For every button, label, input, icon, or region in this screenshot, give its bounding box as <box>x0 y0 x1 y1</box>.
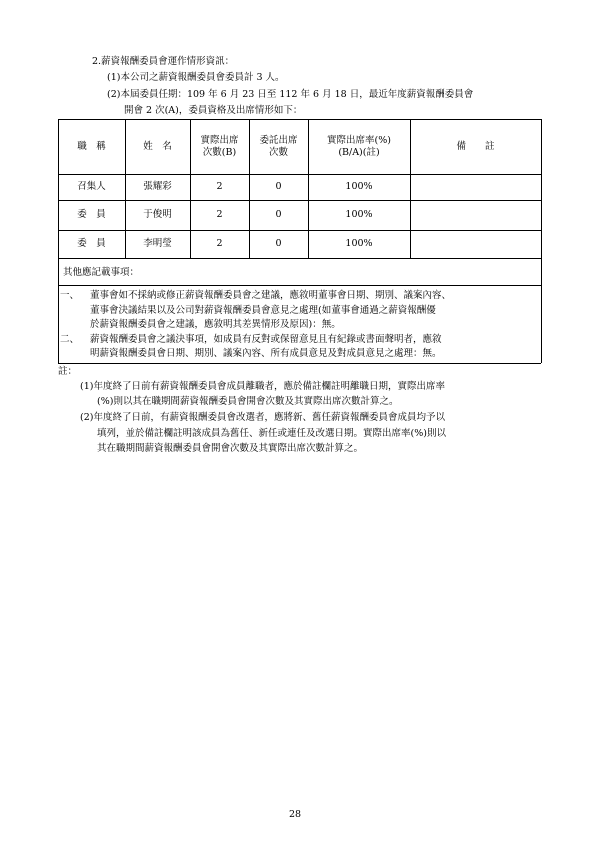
other-matter-2-number: 二、 <box>60 334 80 345</box>
row-remark <box>410 200 541 230</box>
header-name: 姓 名 <box>143 140 172 152</box>
other-matters-title: 其他應記載事項： <box>63 267 140 278</box>
row-rate: 100% <box>345 238 373 249</box>
page-number: 28 <box>289 809 302 820</box>
note-2-line: 其在職期間薪資報酬委員會開會次數及其實際出席次數計算之。 <box>97 443 364 454</box>
header-proxy-attendance: 委託出席 次數 <box>259 134 298 158</box>
term-text-line2: 開會 2 次(A)，委員資格及出席情形如下： <box>124 105 303 116</box>
committee-size-text: (1)本公司之薪資報酬委員會委員計 3 人。 <box>107 72 285 83</box>
notes-label: 註： <box>58 366 78 377</box>
header-remarks: 備 註 <box>456 140 495 152</box>
header-title: 職 稱 <box>77 140 106 152</box>
other-matter-2-line: 明薪資報酬委員會日期、期別、議案內容、所有成員意見及對成員意見之處理：無。 <box>90 348 442 359</box>
other-matters-divider <box>58 285 541 286</box>
table-border-bottom <box>58 363 541 364</box>
other-matter-2-line: 薪資報酬委員會之議決事項，如成員有反對或保留意見且有紀錄或書面聲明者，應敘 <box>90 334 442 345</box>
note-2-line: 填列，並於備註欄註明該成員為舊任、新任或連任及改選日期。實際出席率(%)則以 <box>97 428 446 439</box>
section-heading: 2.薪資報酬委員會運作情形資訊： <box>92 56 235 67</box>
other-matter-1-line: 董事會如不採納或修正薪資報酬委員會之建議，應敘明董事會日期、期別、議案內容、 <box>90 290 452 301</box>
other-matter-1-line: 於薪資報酬委員會之建議，應敘明其差異情形及原因)：無。 <box>90 319 341 330</box>
row-title: 委 員 <box>77 209 106 220</box>
row-actual: 2 <box>216 238 223 249</box>
row-remark <box>410 174 541 200</box>
row-title: 委 員 <box>77 238 106 249</box>
row-title: 召集人 <box>77 181 106 192</box>
row-proxy: 0 <box>275 209 282 220</box>
row-actual: 2 <box>216 209 223 220</box>
table-border-right <box>541 119 542 363</box>
row-rate: 100% <box>345 181 373 192</box>
row-actual: 2 <box>216 181 223 192</box>
row-proxy: 0 <box>275 181 282 192</box>
row-name: 于俊明 <box>143 209 172 220</box>
note-1-line: (1)年度終了日前有薪資報酬委員會成員離職者，應於備註欄註明離職日期，實際出席率 <box>80 381 445 392</box>
note-1-line: (%)則以其在職期間薪資報酬委員會開會次數及其實際出席次數計算之。 <box>97 396 399 407</box>
row-name: 李明瑩 <box>143 238 172 249</box>
other-matter-1-number: 一、 <box>60 290 80 301</box>
row-name: 張耀彩 <box>143 181 172 192</box>
note-2-line: (2)年度終了日前，有薪資報酬委員會改選者，應將新、舊任薪資報酬委員會成員均予以 <box>80 412 445 423</box>
row-remark <box>410 230 541 258</box>
term-text-line1: (2)本屆委員任期：109 年 6 月 23 日至 112 年 6 月 18 日，最近年度薪資報酬委員會 <box>107 89 474 100</box>
row-proxy: 0 <box>275 238 282 249</box>
table-row-divider <box>58 258 541 259</box>
other-matter-1-line: 董事會決議結果以及公司對薪資報酬委員會意見之處理(如董事會通過之薪資報酬優 <box>90 305 436 316</box>
row-rate: 100% <box>345 209 373 220</box>
header-attendance-rate: 實際出席率(%) (B/A)(註) <box>327 134 391 158</box>
header-actual-attendance: 實際出席 次數(B) <box>200 134 239 158</box>
